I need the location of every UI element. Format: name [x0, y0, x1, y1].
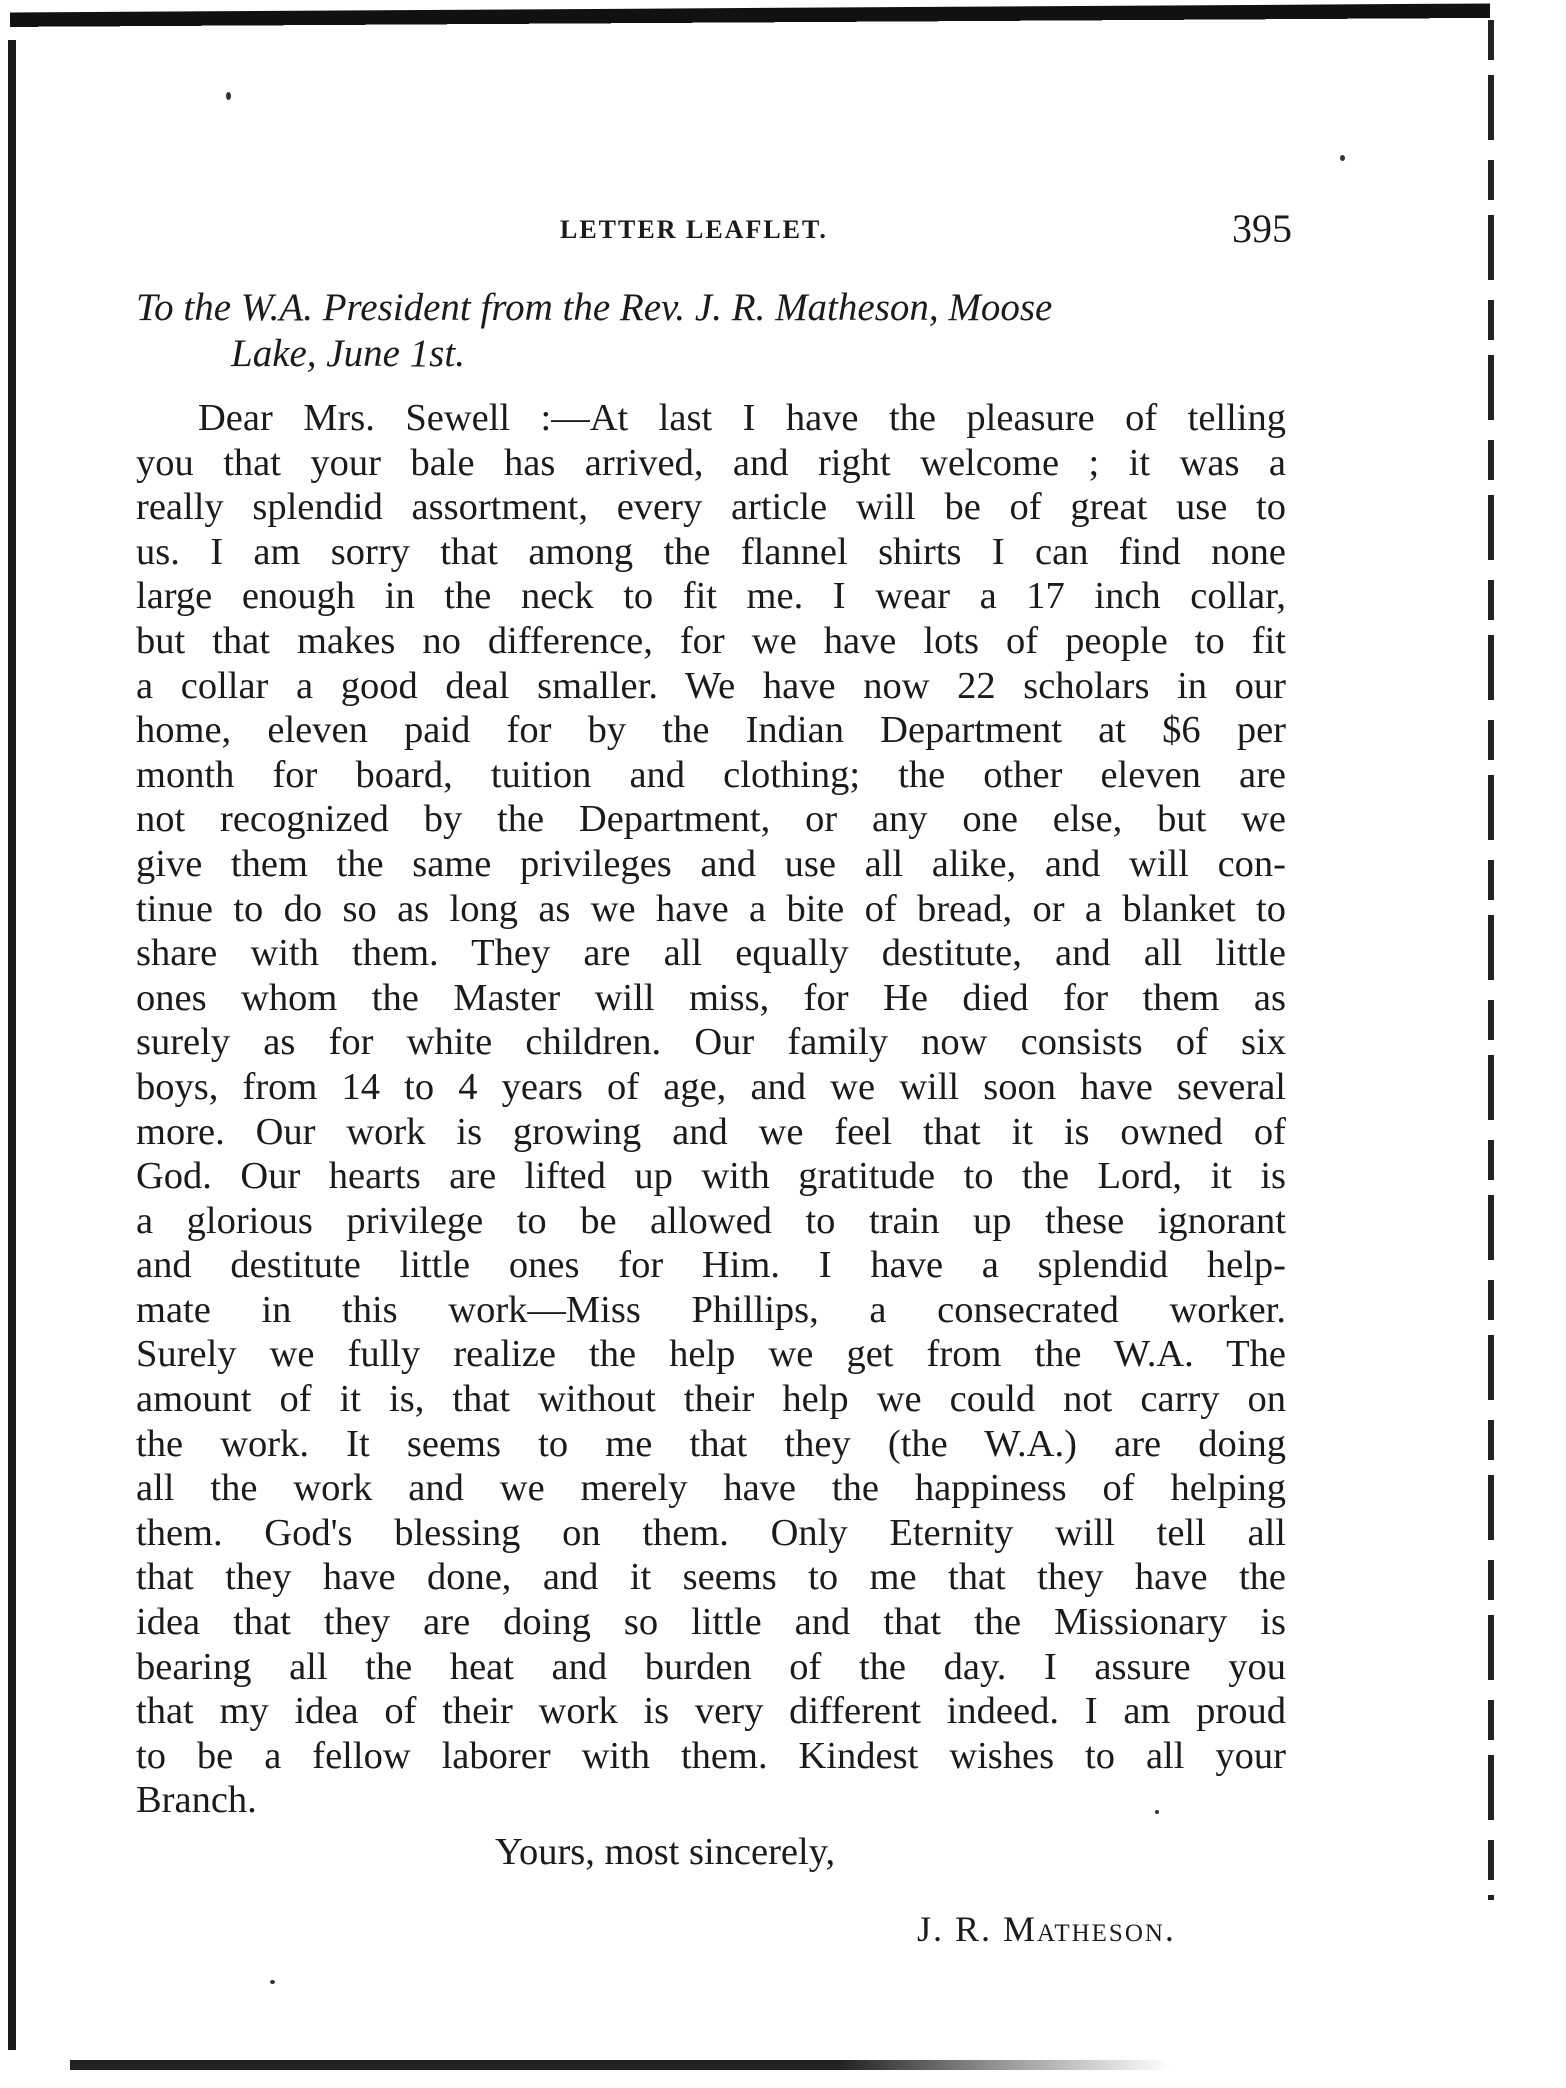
body-line: and destitute little ones for Him. I have a splendid help- — [136, 1244, 1286, 1287]
letter-heading-line-1: To the W.A. President from the Rev. J. R. Matheson, Moose — [136, 286, 1053, 329]
body-line: a glorious privilege to be allowed to train up these ignorant — [136, 1199, 1286, 1242]
body-line: boys, from 14 to 4 years of age, and we will soon have several — [136, 1065, 1286, 1108]
page-border-bottom — [70, 2060, 1170, 2070]
body-line: the work. It seems to me that they (the W.A.) are doing — [136, 1422, 1286, 1465]
body-line: but that makes no difference, for we have lots of people to fit — [136, 619, 1286, 662]
page-border-top — [10, 3, 1490, 36]
body-line: really splendid assortment, every article will be of great use to — [136, 486, 1286, 529]
closing-salutation: Yours, most sincerely, — [495, 1831, 836, 1873]
body-line: to be a fellow laborer with them. Kindest wishes to all your — [136, 1734, 1286, 1777]
scan-speck — [1340, 155, 1345, 161]
page-border-right — [1488, 20, 1494, 1900]
signature: J. R. Matheson. — [917, 1909, 1176, 1949]
body-line: home, eleven paid for by the Indian Department at $6 per — [136, 709, 1286, 752]
body-line: tinue to do so as long as we have a bite of bread, or a blanket to — [136, 887, 1286, 930]
body-line: a collar a good deal smaller. We have now 22 scholars in our — [136, 664, 1286, 707]
body-line: God. Our hearts are lifted up with gratitude to the Lord, it is — [136, 1155, 1286, 1198]
page-border-left — [8, 40, 16, 2050]
body-line: month for board, tuition and clothing; the other eleven are — [136, 753, 1286, 796]
page-number: 395 — [1232, 206, 1292, 251]
body-line: bearing all the heat and burden of the day. I assure you — [136, 1645, 1286, 1688]
letter-body — [136, 396, 1286, 1823]
body-line: Branch. — [136, 1779, 257, 1822]
body-line: idea that they are doing so little and that the Missionary is — [136, 1601, 1286, 1644]
body-line: give them the same privileges and use all alike, and will con- — [136, 842, 1286, 885]
letter-heading-line-2: Lake, June 1st. — [231, 332, 465, 375]
body-line: more. Our work is growing and we feel that it is owned of — [136, 1110, 1286, 1153]
body-line: Surely we fully realize the help we get from the W.A. The — [136, 1333, 1286, 1376]
body-line: large enough in the neck to fit me. I wear a 17 inch collar, — [136, 575, 1286, 618]
running-head: LETTER LEAFLET. — [560, 215, 828, 244]
body-line: that they have done, and it seems to me that they have the — [136, 1556, 1286, 1599]
body-line: that my idea of their work is very different indeed. I am proud — [136, 1690, 1286, 1733]
letter-heading — [136, 285, 1306, 377]
scan-speck — [270, 1980, 275, 1984]
body-line: surely as for white children. Our family now consists of six — [136, 1021, 1286, 1064]
body-line: not recognized by the Department, or any one else, but we — [136, 798, 1286, 841]
body-line: us. I am sorry that among the flannel shirts I can find none — [136, 530, 1286, 573]
page-header — [130, 205, 1300, 265]
scan-speck — [226, 92, 231, 100]
body-line: mate in this work—Miss Phillips, a consecrated worker. — [136, 1288, 1286, 1331]
body-line: amount of it is, that without their help we could not carry on — [136, 1378, 1286, 1421]
body-line: all the work and we merely have the happiness of helping — [136, 1467, 1286, 1510]
body-line: you that your bale has arrived, and right welcome ; it was a — [136, 441, 1286, 484]
body-line: ones whom the Master will miss, for He died for them as — [136, 976, 1286, 1019]
body-line: Dear Mrs. Sewell :—At last I have the pleasure of telling — [198, 397, 1286, 439]
body-line: them. God's blessing on them. Only Eternity will tell all — [136, 1511, 1286, 1554]
body-line: share with them. They are all equally destitute, and all little — [136, 932, 1286, 975]
